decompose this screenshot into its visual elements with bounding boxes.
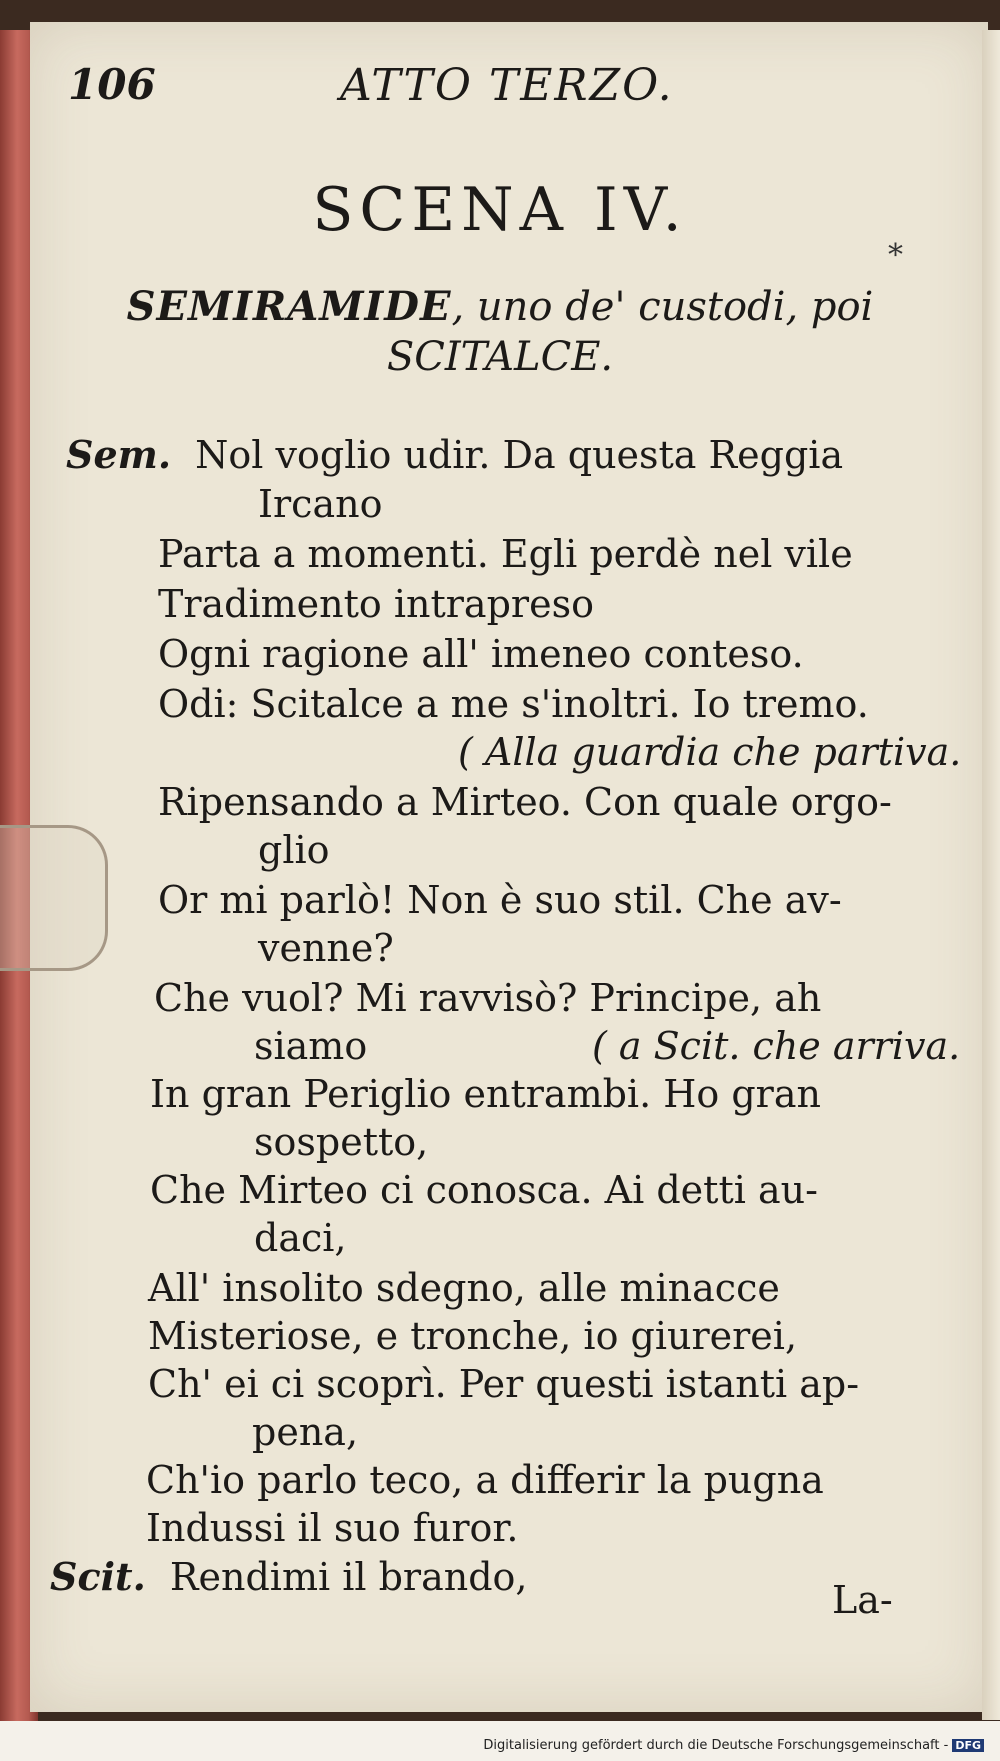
- dfg-logo: DFG: [952, 1739, 984, 1752]
- speaker-label: Scit.: [50, 1554, 146, 1599]
- page-clip: [0, 825, 108, 971]
- verse-line: daci,: [254, 1216, 347, 1260]
- verse-line: Ch'io parlo teco, a differir la pugna: [146, 1458, 824, 1502]
- verse-line: Tradimento intrapreso: [158, 582, 594, 626]
- asterisk-mark: *: [888, 238, 903, 273]
- verse-line: Odi: Scitalce a me s'inoltri. Io tremo.: [158, 682, 869, 726]
- verse-line: Ripensando a Mirteo. Con quale orgo-: [158, 780, 892, 824]
- verse-line: Ogni ragione all' imeneo conteso.: [158, 632, 804, 676]
- verse-line: Ch' ei ci scoprì. Per questi istanti ap-: [148, 1362, 860, 1406]
- page-header: [68, 60, 948, 120]
- stage-direction: ( Alla guardia che partiva.: [458, 730, 962, 774]
- verse-line: Parta a momenti. Egli perdè nel vile: [158, 532, 853, 576]
- verse-line: glio: [258, 828, 330, 872]
- verse-text: Nol voglio udir. Da questa Reggia: [195, 433, 844, 477]
- verse-line: Or mi parlò! Non è suo stil. Che av-: [158, 878, 842, 922]
- verse-line: Ircano: [258, 482, 383, 526]
- credit-text: Digitalisierung gefördert durch die Deutsche Forschungsgemeinschaft -: [483, 1738, 949, 1753]
- verse-line: venne?: [258, 926, 394, 970]
- verse-line: sospetto,: [254, 1120, 429, 1164]
- stage-direction: ( a Scit. che arriva.: [592, 1024, 961, 1068]
- footer-strip: [0, 1721, 1000, 1761]
- verse-line: Indussi il suo furor.: [146, 1506, 519, 1550]
- verse-line: In gran Periglio entrambi. Ho gran: [150, 1072, 821, 1116]
- verse-line: Che Mirteo ci conosca. Ai detti au-: [150, 1168, 818, 1212]
- verse-line: Misteriose, e tronche, io giurerei,: [148, 1314, 798, 1358]
- verse-line: [66, 432, 843, 477]
- character-others: , uno de' custodi, poi: [451, 284, 874, 330]
- character-line-1: [0, 282, 1000, 332]
- digitization-credit: [483, 1738, 984, 1753]
- verse-line: [50, 1554, 528, 1599]
- verse-line: pena,: [252, 1410, 359, 1454]
- verse-line: All' insolito sdegno, alle minacce: [148, 1266, 780, 1310]
- scene-title: SCENA IV.: [312, 175, 688, 245]
- speaker-label: Sem.: [66, 432, 172, 477]
- running-head: ATTO TERZO.: [340, 60, 674, 111]
- catchword: La-: [832, 1578, 893, 1622]
- verse-text: Rendimi il brando,: [169, 1555, 528, 1599]
- verse-line: Che vuol? Mi ravvisò? Principe, ah: [154, 976, 822, 1020]
- character-list: [0, 282, 1000, 382]
- page-number: 106: [68, 60, 156, 109]
- verse-line: siamo: [254, 1024, 368, 1068]
- character-line-2: SCITALCE.: [386, 334, 614, 380]
- character-semiramide: SEMIRAMIDE: [126, 283, 452, 330]
